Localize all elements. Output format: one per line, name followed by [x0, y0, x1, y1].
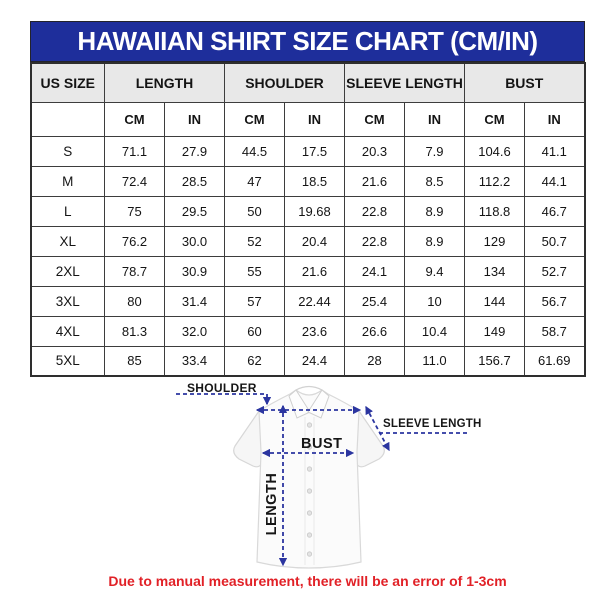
table-row-s [31, 136, 585, 166]
table-row-2xl [31, 256, 585, 286]
table-cell: 61.69 [525, 346, 585, 376]
unit-empty-cell [31, 102, 105, 136]
table-cell: 27.9 [165, 136, 225, 166]
table-cell: 33.4 [165, 346, 225, 376]
unit-in: IN [405, 102, 465, 136]
size-label: XL [31, 226, 105, 256]
table-cell: 9.4 [405, 256, 465, 286]
size-label: S [31, 136, 105, 166]
table-cell: 17.5 [285, 136, 345, 166]
measurement-error-note: Due to manual measurement, there will be an error of 1-3cm [108, 573, 507, 589]
table-cell: 26.6 [345, 316, 405, 346]
title-banner [30, 21, 585, 62]
size-label: 5XL [31, 346, 105, 376]
table-cell: 28 [345, 346, 405, 376]
table-cell: 20.3 [345, 136, 405, 166]
table-cell: 20.4 [285, 226, 345, 256]
header-shoulder: SHOULDER [225, 63, 345, 102]
size-chart-infographic [0, 21, 615, 616]
unit-in: IN [285, 102, 345, 136]
table-cell: 8.5 [405, 166, 465, 196]
table-cell: 50.7 [525, 226, 585, 256]
table-cell: 8.9 [405, 196, 465, 226]
table-cell: 21.6 [345, 166, 405, 196]
table-cell: 78.7 [105, 256, 165, 286]
table-cell: 85 [105, 346, 165, 376]
shoulder-label: SHOULDER [187, 381, 257, 395]
table-cell: 118.8 [465, 196, 525, 226]
table-cell: 24.1 [345, 256, 405, 286]
table-cell: 81.3 [105, 316, 165, 346]
table-cell: 104.6 [465, 136, 525, 166]
length-label: LENGTH [264, 472, 280, 536]
table-cell: 22.8 [345, 196, 405, 226]
table-cell: 52.7 [525, 256, 585, 286]
shirt-measurement-diagram [0, 377, 615, 572]
table-cell: 75 [105, 196, 165, 226]
table-cell: 60 [225, 316, 285, 346]
sleeve-length-label: SLEEVE LENGTH [383, 418, 482, 430]
size-table [30, 62, 586, 377]
shoulder-label-connector-line [176, 394, 267, 404]
table-cell: 29.5 [165, 196, 225, 226]
table-cell: 30.0 [165, 226, 225, 256]
shirt-collar-band [296, 387, 322, 391]
unit-in: IN [165, 102, 225, 136]
table-row-xl [31, 226, 585, 256]
unit-cm: CM [345, 102, 405, 136]
table-cell: 25.4 [345, 286, 405, 316]
table-cell: 50 [225, 196, 285, 226]
table-cell: 24.4 [285, 346, 345, 376]
table-row-m [31, 166, 585, 196]
table-cell: 55 [225, 256, 285, 286]
size-label: 3XL [31, 286, 105, 316]
table-cell: 8.9 [405, 226, 465, 256]
shirt-silhouette [234, 387, 385, 569]
table-cell: 149 [465, 316, 525, 346]
table-cell: 58.7 [525, 316, 585, 346]
table-cell: 46.7 [525, 196, 585, 226]
table-cell: 11.0 [405, 346, 465, 376]
table-cell: 144 [465, 286, 525, 316]
table-cell: 129 [465, 226, 525, 256]
table-cell: 22.8 [345, 226, 405, 256]
table-cell: 18.5 [285, 166, 345, 196]
unit-cm: CM [105, 102, 165, 136]
size-label: 2XL [31, 256, 105, 286]
table-cell: 41.1 [525, 136, 585, 166]
table-cell: 112.2 [465, 166, 525, 196]
unit-in: IN [525, 102, 585, 136]
table-cell: 134 [465, 256, 525, 286]
table-cell: 23.6 [285, 316, 345, 346]
table-row-3xl [31, 286, 585, 316]
table-cell: 19.68 [285, 196, 345, 226]
table-cell: 72.4 [105, 166, 165, 196]
table-cell: 156.7 [465, 346, 525, 376]
shirt-diagram-graphic [0, 377, 615, 572]
table-row-5xl [31, 346, 585, 376]
page-title: HAWAIIAN SHIRT SIZE CHART (CM/IN) [77, 26, 538, 56]
table-header-row [31, 63, 585, 102]
unit-cm: CM [465, 102, 525, 136]
header-us-size: US SIZE [31, 63, 105, 102]
table-cell: 56.7 [525, 286, 585, 316]
table-cell: 7.9 [405, 136, 465, 166]
table-cell: 71.1 [105, 136, 165, 166]
table-cell: 57 [225, 286, 285, 316]
table-unit-row [31, 102, 585, 136]
table-cell: 44.1 [525, 166, 585, 196]
table-cell: 80 [105, 286, 165, 316]
table-cell: 52 [225, 226, 285, 256]
table-cell: 32.0 [165, 316, 225, 346]
table-cell: 22.44 [285, 286, 345, 316]
table-cell: 44.5 [225, 136, 285, 166]
size-label: M [31, 166, 105, 196]
header-sleeve-length: SLEEVE LENGTH [345, 63, 465, 102]
table-row-4xl [31, 316, 585, 346]
table-cell: 30.9 [165, 256, 225, 286]
table-cell: 47 [225, 166, 285, 196]
table-cell: 62 [225, 346, 285, 376]
table-cell: 10 [405, 286, 465, 316]
size-label: L [31, 196, 105, 226]
table-cell: 76.2 [105, 226, 165, 256]
table-cell: 10.4 [405, 316, 465, 346]
unit-cm: CM [225, 102, 285, 136]
table-cell: 28.5 [165, 166, 225, 196]
table-cell: 21.6 [285, 256, 345, 286]
table-cell: 31.4 [165, 286, 225, 316]
table-row-l [31, 196, 585, 226]
size-label: 4XL [31, 316, 105, 346]
header-length: LENGTH [105, 63, 225, 102]
bust-label: BUST [301, 436, 343, 452]
header-bust: BUST [465, 63, 585, 102]
